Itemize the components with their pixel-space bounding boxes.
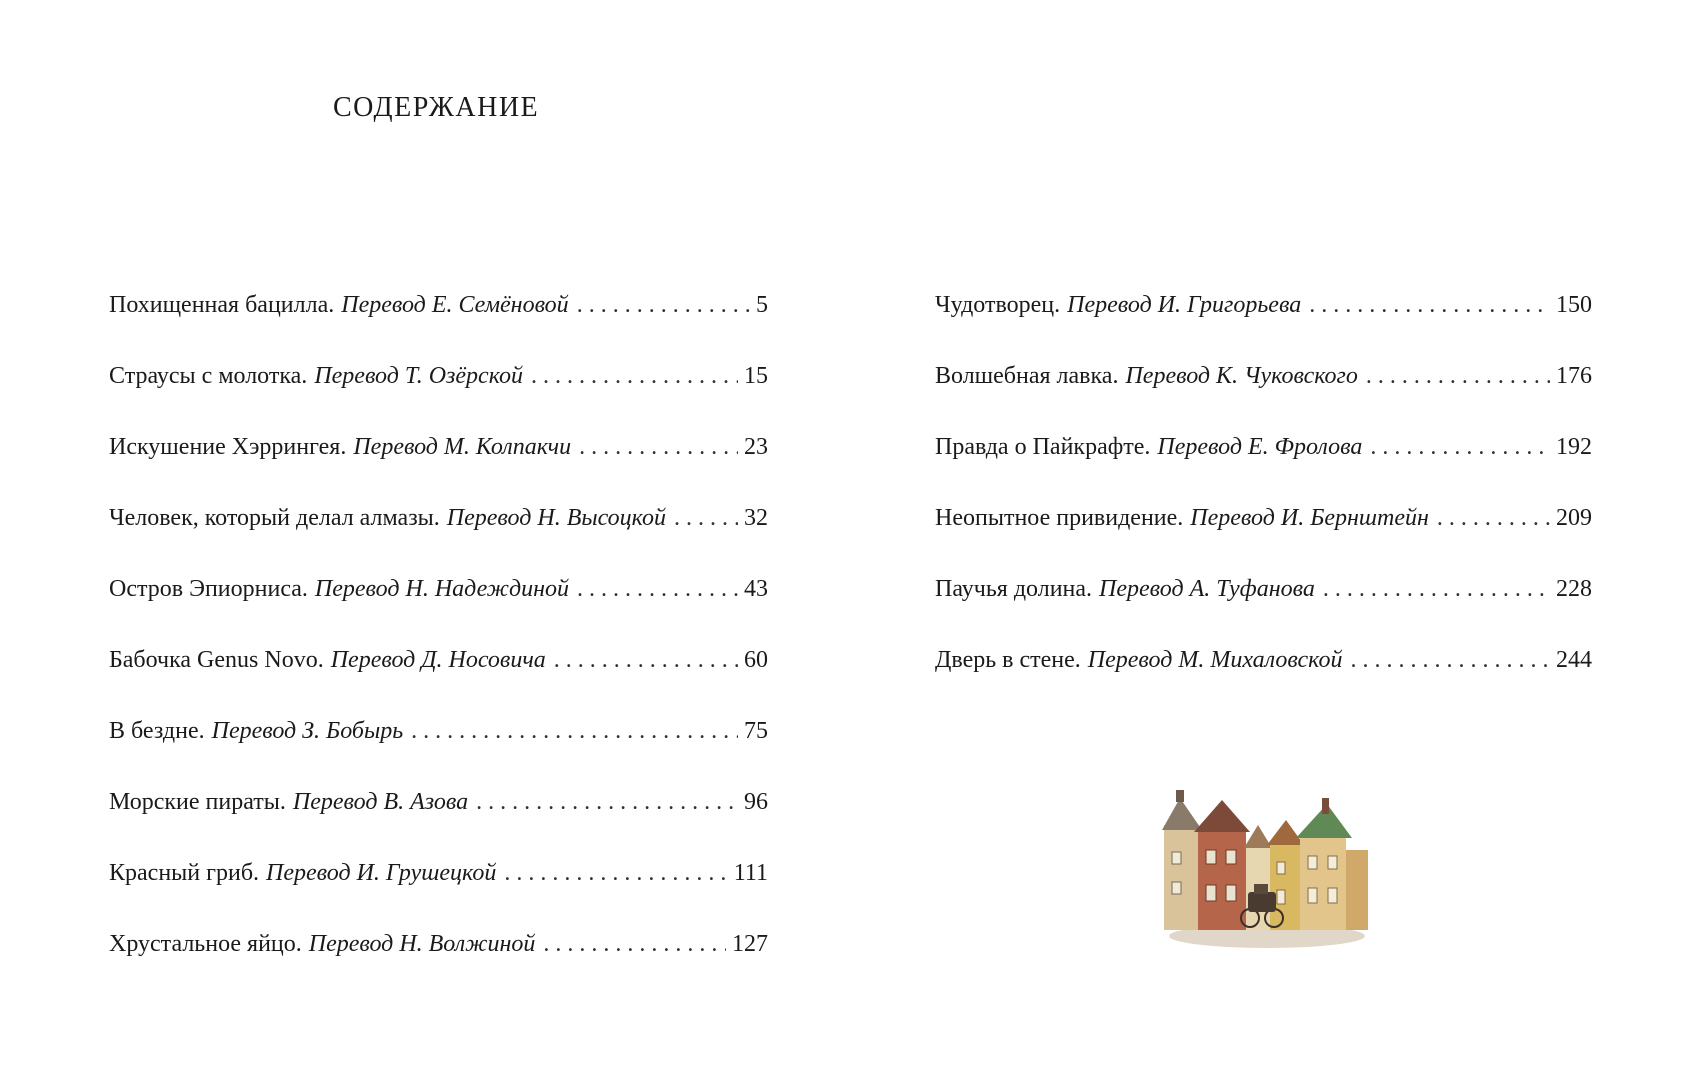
toc-entry[interactable] (935, 434, 1592, 505)
toc-entry-page: 5 (756, 292, 768, 318)
toc-entry-page: 96 (744, 789, 768, 815)
street-houses-illustration (1162, 790, 1372, 950)
toc-entry-title: Страусы с молотка. (109, 363, 308, 389)
toc-entry-translator: Перевод И. Грушецкой (266, 860, 497, 886)
dot-leader (1323, 576, 1550, 603)
toc-entry[interactable] (109, 789, 768, 860)
toc-left-column (109, 292, 768, 1002)
toc-entry-title: Бабочка Genus Novo. (109, 647, 324, 673)
toc-entry[interactable] (935, 292, 1592, 363)
toc-entry-page: 209 (1556, 505, 1592, 531)
toc-entry-page: 244 (1556, 647, 1592, 673)
toc-entry[interactable] (935, 363, 1592, 434)
dot-leader (476, 789, 738, 816)
toc-entry-page: 150 (1556, 292, 1592, 318)
toc-entry-translator: Перевод К. Чуковского (1125, 363, 1358, 389)
toc-entry-title: В бездне. (109, 718, 205, 744)
toc-entry-translator: Перевод И. Бернштейн (1190, 505, 1429, 531)
toc-entry-translator: Перевод Д. Носовича (330, 647, 546, 673)
toc-entry-title: Паучья долина. (935, 576, 1093, 602)
toc-entry[interactable] (109, 860, 768, 931)
toc-entry-title: Чудотворец. (935, 292, 1061, 318)
toc-entry-translator: Перевод М. Колпакчи (353, 434, 572, 460)
toc-entry-translator: Перевод Т. Озёрской (314, 363, 524, 389)
toc-entry-page: 15 (744, 363, 768, 389)
dot-leader (543, 931, 726, 958)
toc-entry-translator: Перевод И. Григорьева (1067, 292, 1302, 318)
dot-leader (577, 292, 750, 319)
toc-entry-title: Красный гриб. (109, 860, 260, 886)
toc-entry[interactable] (109, 718, 768, 789)
dot-leader (577, 576, 738, 603)
dot-leader (1437, 505, 1550, 532)
dot-leader (579, 434, 738, 461)
dot-leader (1366, 363, 1550, 390)
toc-entry-title: Дверь в стене. (935, 647, 1081, 673)
toc-entry-page: 32 (744, 505, 768, 531)
toc-entry[interactable] (935, 505, 1592, 576)
toc-entry-translator: Перевод А. Туфанова (1099, 576, 1315, 602)
dot-leader (674, 505, 738, 532)
toc-entry-title: Морские пираты. (109, 789, 286, 815)
toc-entry-page: 192 (1556, 434, 1592, 460)
toc-entry[interactable] (109, 363, 768, 434)
toc-entry-title: Человек, который делал алмазы. (109, 505, 440, 531)
toc-entry-page: 176 (1556, 363, 1592, 389)
toc-entry[interactable] (109, 505, 768, 576)
toc-entry-title: Хрустальное яйцо. (109, 931, 302, 957)
toc-entry[interactable] (109, 647, 768, 718)
toc-entry-page: 127 (732, 931, 768, 957)
toc-entry-translator: Перевод Н. Высоцкой (446, 505, 666, 531)
dot-leader (411, 718, 738, 745)
toc-entry[interactable] (109, 434, 768, 505)
toc-entry-translator: Перевод Е. Фролова (1157, 434, 1363, 460)
toc-entry-title: Волшебная лавка. (935, 363, 1119, 389)
toc-entry-title: Искушение Хэррингея. (109, 434, 347, 460)
toc-right-column (935, 292, 1592, 718)
toc-entry[interactable] (935, 647, 1592, 718)
toc-entry-page: 111 (733, 860, 768, 886)
toc-entry-translator: Перевод Н. Надеждиной (314, 576, 570, 602)
toc-entry[interactable] (109, 292, 768, 363)
toc-entry[interactable] (109, 576, 768, 647)
toc-entry-page: 75 (744, 718, 768, 744)
toc-entry-title: Правда о Пайкрафте. (935, 434, 1151, 460)
toc-entry-translator: Перевод М. Михаловской (1087, 647, 1343, 673)
dot-leader (504, 860, 727, 887)
dot-leader (1351, 647, 1551, 674)
toc-entry-translator: Перевод З. Бобырь (211, 718, 404, 744)
dot-leader (531, 363, 738, 390)
toc-entry-page: 60 (744, 647, 768, 673)
dot-leader (1309, 292, 1550, 319)
dot-leader (1370, 434, 1550, 461)
toc-entry[interactable] (109, 931, 768, 1002)
toc-entry-page: 23 (744, 434, 768, 460)
toc-entry[interactable] (935, 576, 1592, 647)
toc-entry-translator: Перевод Е. Семёновой (341, 292, 569, 318)
toc-entry-page: 43 (744, 576, 768, 602)
toc-entry-translator: Перевод Н. Волжиной (308, 931, 536, 957)
toc-entry-title: Остров Эпиорниса. (109, 576, 308, 602)
toc-entry-page: 228 (1556, 576, 1592, 602)
toc-entry-title: Неопытное привидение. (935, 505, 1184, 531)
toc-entry-translator: Перевод В. Азова (292, 789, 469, 815)
page-title: СОДЕРЖАНИЕ (333, 92, 540, 123)
toc-entry-title: Похищенная бацилла. (109, 292, 335, 318)
dot-leader (554, 647, 738, 674)
